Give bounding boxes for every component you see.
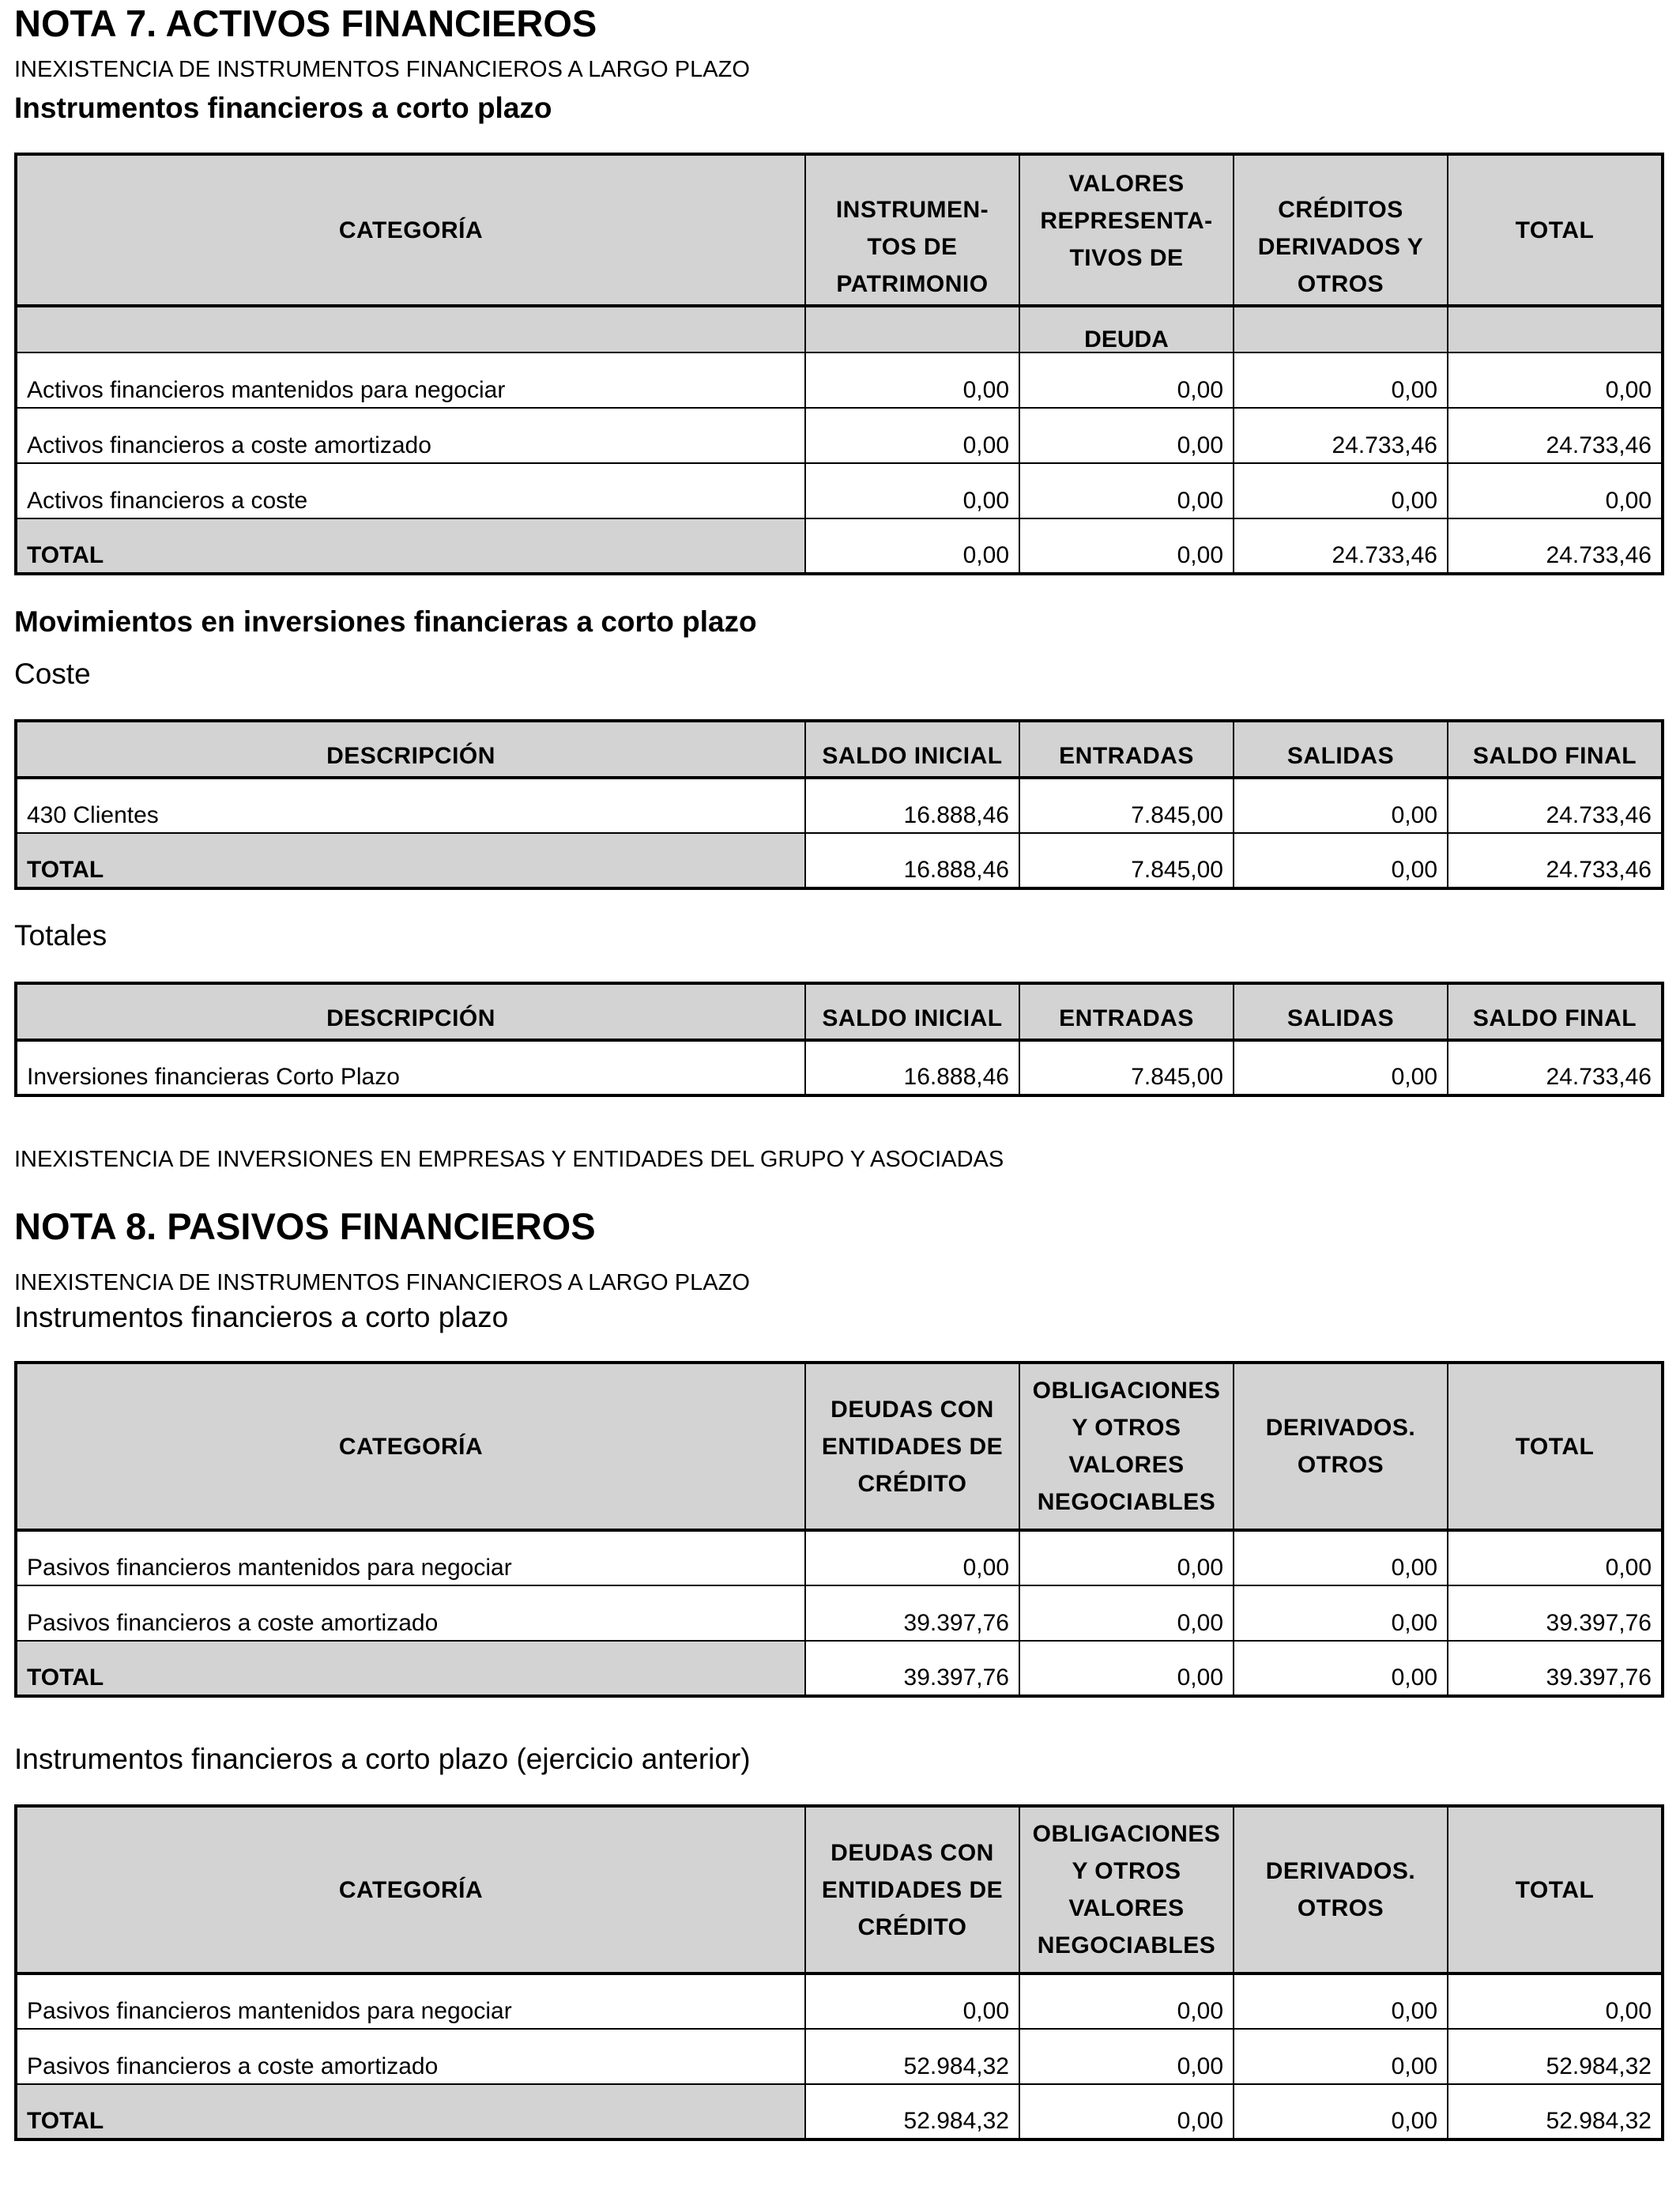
prev-year-title: Instrumentos financieros a corto plazo (ejercicio anterior): [14, 1743, 751, 1775]
cell: 7.845,00: [1019, 833, 1234, 888]
col-header: OBLIGACIONES Y OTROS VALORES NEGOCIABLES: [1019, 1806, 1234, 1973]
row-label: Activos financieros a coste amortizado: [16, 408, 805, 463]
liabilities-table: [14, 1361, 1664, 1698]
col-header: SALIDAS: [1234, 721, 1448, 778]
sub-header-cell: [1234, 306, 1448, 352]
prev-liabilities-table: [14, 1804, 1664, 2141]
cell: 52.984,32: [1448, 2084, 1663, 2139]
col-header: CATEGORÍA: [16, 154, 805, 306]
note8-short-term-title: Instrumentos financieros a corto plazo: [14, 1301, 509, 1333]
col-header: OBLIGACIONES Y OTROS VALORES NEGOCIABLES: [1019, 1363, 1234, 1530]
note7-short-term-title: Instrumentos financieros a corto plazo: [14, 92, 552, 124]
cell: 24.733,46: [1234, 408, 1448, 463]
total-row: [16, 1641, 1663, 1696]
row-label: Pasivos financieros mantenidos para negociar: [16, 1530, 805, 1585]
col-header: CATEGORÍA: [16, 1806, 805, 1973]
cell: 0,00: [1019, 1530, 1234, 1585]
table-row: [16, 778, 1663, 833]
cell: 0,00: [1019, 1641, 1234, 1696]
cell: 0,00: [1234, 1641, 1448, 1696]
sub-header-cell: [1448, 306, 1663, 352]
col-header: DERIVADOS. OTROS: [1234, 1806, 1448, 1973]
cell: 0,00: [1234, 1973, 1448, 2029]
table-row: [16, 408, 1663, 463]
cell: 0,00: [1448, 1530, 1663, 1585]
cell: 7.845,00: [1019, 1040, 1234, 1095]
cell: 0,00: [1019, 518, 1234, 574]
cell: 24.733,46: [1448, 1040, 1663, 1095]
table-row: [16, 352, 1663, 408]
col-header: ENTRADAS: [1019, 983, 1234, 1040]
col-header: CRÉDITOS DERIVADOS Y OTROS: [1234, 154, 1448, 306]
cell: 39.397,76: [805, 1585, 1019, 1641]
col-header: INSTRUMEN- TOS DE PATRIMONIO: [805, 154, 1019, 306]
total-label: TOTAL: [16, 1641, 805, 1696]
table-row: [16, 463, 1663, 518]
totales-label: Totales: [14, 919, 107, 952]
col-header: CATEGORÍA: [16, 1363, 805, 1530]
col-header: TOTAL: [1448, 154, 1663, 306]
cell: 0,00: [805, 518, 1019, 574]
cell: 0,00: [1234, 463, 1448, 518]
cell: 52.984,32: [1448, 2029, 1663, 2084]
col-header: TOTAL: [1448, 1363, 1663, 1530]
cell: 24.733,46: [1448, 833, 1663, 888]
cell: 0,00: [1019, 463, 1234, 518]
cell: 7.845,00: [1019, 778, 1234, 833]
cell: 24.733,46: [1448, 518, 1663, 574]
total-row: [16, 2084, 1663, 2139]
cell: 24.733,46: [1448, 408, 1663, 463]
cell: 39.397,76: [1448, 1641, 1663, 1696]
col-header: SALDO INICIAL: [805, 983, 1019, 1040]
cell: 16.888,46: [805, 833, 1019, 888]
cell: 39.397,76: [805, 1641, 1019, 1696]
cell: 24.733,46: [1234, 518, 1448, 574]
table-row: [16, 1585, 1663, 1641]
cell: 52.984,32: [805, 2029, 1019, 2084]
row-label: Pasivos financieros a coste amortizado: [16, 1585, 805, 1641]
cell: 39.397,76: [1448, 1585, 1663, 1641]
cell: 0,00: [1234, 833, 1448, 888]
total-row: [16, 833, 1663, 888]
cell: 0,00: [1019, 2084, 1234, 2139]
cell: 0,00: [1448, 352, 1663, 408]
cell: 0,00: [805, 352, 1019, 408]
coste-table: [14, 719, 1664, 890]
col-header: VALORES REPRESENTA- TIVOS DE: [1019, 154, 1234, 306]
row-label: 430 Clientes: [16, 778, 805, 833]
movements-title: Movimientos en inversiones financieras a corto plazo: [14, 605, 757, 638]
cell: 24.733,46: [1448, 778, 1663, 833]
row-label: Inversiones financieras Corto Plazo: [16, 1040, 805, 1095]
cell: 0,00: [1234, 2029, 1448, 2084]
note7-no-long-term: INEXISTENCIA DE INSTRUMENTOS FINANCIEROS A LARGO PLAZO: [14, 57, 750, 82]
cell: 0,00: [1234, 1585, 1448, 1641]
cell: 0,00: [805, 1973, 1019, 2029]
row-label: Pasivos financieros a coste amortizado: [16, 2029, 805, 2084]
col-header: DEUDAS CON ENTIDADES DE CRÉDITO: [805, 1363, 1019, 1530]
no-group-investments: INEXISTENCIA DE INVERSIONES EN EMPRESAS Y ENTIDADES DEL GRUPO Y ASOCIADAS: [14, 1147, 1004, 1172]
note8-no-long-term: INEXISTENCIA DE INSTRUMENTOS FINANCIEROS A LARGO PLAZO: [14, 1270, 750, 1295]
cell: 0,00: [1234, 2084, 1448, 2139]
row-label: Activos financieros a coste: [16, 463, 805, 518]
cell: 0,00: [1234, 352, 1448, 408]
cell: 0,00: [1019, 408, 1234, 463]
table-row: [16, 1040, 1663, 1095]
cell: 0,00: [1019, 352, 1234, 408]
row-label: Activos financieros mantenidos para negociar: [16, 352, 805, 408]
table-row: [16, 1530, 1663, 1585]
col-header: SALDO FINAL: [1448, 983, 1663, 1040]
table-row: [16, 1973, 1663, 2029]
cell: 0,00: [1234, 1040, 1448, 1095]
sub-header-cell: [805, 306, 1019, 352]
cell: 0,00: [1019, 1585, 1234, 1641]
col-header: DESCRIPCIÓN: [16, 721, 805, 778]
col-header: DERIVADOS. OTROS: [1234, 1363, 1448, 1530]
cell: 0,00: [805, 463, 1019, 518]
cell: 0,00: [1448, 463, 1663, 518]
assets-table: [14, 153, 1664, 575]
total-row: [16, 518, 1663, 574]
cell: 52.984,32: [805, 2084, 1019, 2139]
col-header: TOTAL: [1448, 1806, 1663, 1973]
cell: 0,00: [1234, 778, 1448, 833]
sub-header-cell: DEUDA: [1019, 306, 1234, 352]
sub-header-cell: [16, 306, 805, 352]
col-header: SALIDAS: [1234, 983, 1448, 1040]
cell: 0,00: [1234, 1530, 1448, 1585]
coste-label: Coste: [14, 658, 91, 690]
total-label: TOTAL: [16, 833, 805, 888]
total-label: TOTAL: [16, 518, 805, 574]
col-header: DEUDAS CON ENTIDADES DE CRÉDITO: [805, 1806, 1019, 1973]
col-header: SALDO FINAL: [1448, 721, 1663, 778]
cell: 16.888,46: [805, 1040, 1019, 1095]
col-header: DESCRIPCIÓN: [16, 983, 805, 1040]
col-header: SALDO INICIAL: [805, 721, 1019, 778]
cell: 0,00: [805, 1530, 1019, 1585]
cell: 0,00: [805, 408, 1019, 463]
totales-table: [14, 982, 1664, 1097]
cell: 0,00: [1448, 1973, 1663, 2029]
total-label: TOTAL: [16, 2084, 805, 2139]
note7-title: NOTA 7. ACTIVOS FINANCIEROS: [14, 2, 597, 44]
cell: 0,00: [1019, 1973, 1234, 2029]
row-label: Pasivos financieros mantenidos para negociar: [16, 1973, 805, 2029]
note8-title: NOTA 8. PASIVOS FINANCIEROS: [14, 1205, 596, 1247]
col-header: ENTRADAS: [1019, 721, 1234, 778]
table-row: [16, 2029, 1663, 2084]
cell: 16.888,46: [805, 778, 1019, 833]
cell: 0,00: [1019, 2029, 1234, 2084]
